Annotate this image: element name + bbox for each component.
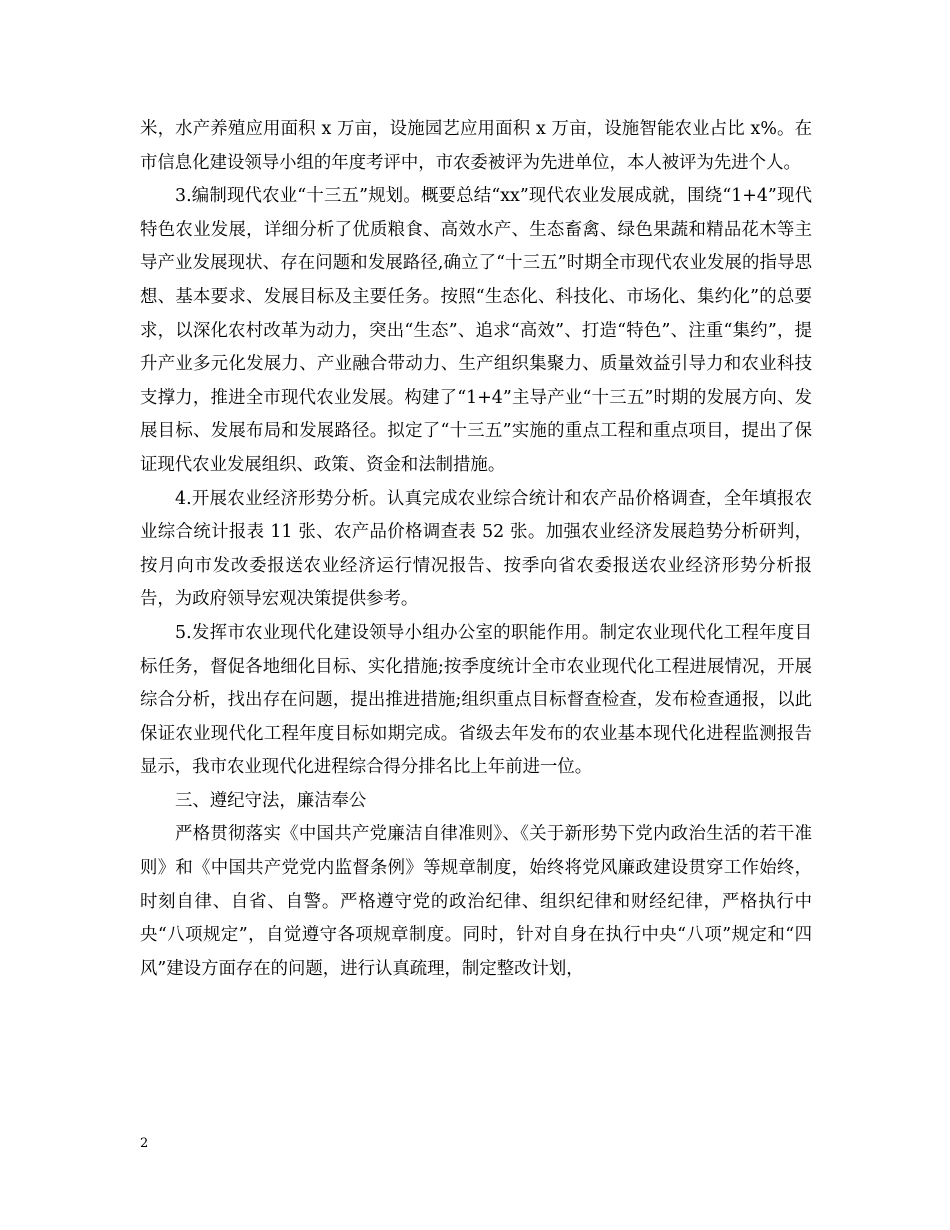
page-number: 2: [140, 1136, 149, 1151]
document-body: [140, 113, 812, 986]
paragraph-modernization-office: 5.发挥市农业现代化建设领导小组办公室的职能作用。制定农业现代化工程年度目标任务，督促各地细化目标、实化措施;按季度统计全市农业现代化工程进展情况，开展综合分析，找出存在问题，提出推进措施;组织重点目标督查检查，发布检查通报，以此保证农业现代化工程年度目标如期完成。省级去年发布的农业基本现代化进程监测报告显示，我市农业现代化进程综合得分排名比上年前进一位。: [140, 622, 812, 778]
paragraph-economic-analysis: 4.开展农业经济形势分析。认真完成农业综合统计和农产品价格调查，全年填报农业综合统计报表 11 张、农产品价格调查表 52 张。加强农业经济发展趋势分析研判，按月向市发改委报送农业经济运行情况报告、按季向省农委报送农业经济形势分析报告，为政府领导宏观决策提供参考。: [140, 488, 812, 610]
paragraph-integrity: 严格贯彻落实《中国共产党廉洁自律准则》、《关于新形势下党内政治生活的若干准则》和《中国共产党党内监督条例》等规章制度，始终将党风廉政建设贯穿工作始终，时刻自律、自省、自警。严格遵守党的政治纪律、组织纪律和财经纪律，严格执行中央“八项规定”，自觉遵守各项规章制度。同时，针对自身在执行中央“八项”规定和“四风”建设方面存在的问题，进行认真疏理，制定整改计划，: [140, 824, 812, 979]
section-heading: 三、遵纪守法，廉洁奉公: [175, 790, 367, 811]
paragraph-five-year-plan: 3.编制现代农业“十三五”规划。概要总结“xx”现代农业发展成就，围绕“1+4”现代特色农业发展，详细分析了优质粮食、高效水产、生态畜禽、绿色果蔬和精品花木等主导产业发展现状、存在问题和发展路径,确立了“十三五”时期全市现代农业发展的指导思想、基本要求、发展目标及主要任务。按照“生态化、科技化、市场化、集约化”的总要求，以深化农村改革为动力，突出“生态”、追求“高效”、打造“特色”、注重“集约”，提升产业多元化发展力、产业融合带动力、生产组织集聚力、质量效益引导力和农业科技支撑力，推进全市现代农业发展。构建了“1+4”主导产业“十三五”时期的发展方向、发展目标、发展布局和发展路径。拟定了“十三五”实施的重点工程和重点项目，提出了保证现代农业发展组织、政策、资金和法制措施。: [140, 186, 812, 475]
paragraph-continuation: 米，水产养殖应用面积 x 万亩，设施园艺应用面积 x 万亩，设施智能农业占比 x%。在市信息化建设领导小组的年度考评中，市农委被评为先进单位，本人被评为先进个人。: [140, 119, 812, 173]
